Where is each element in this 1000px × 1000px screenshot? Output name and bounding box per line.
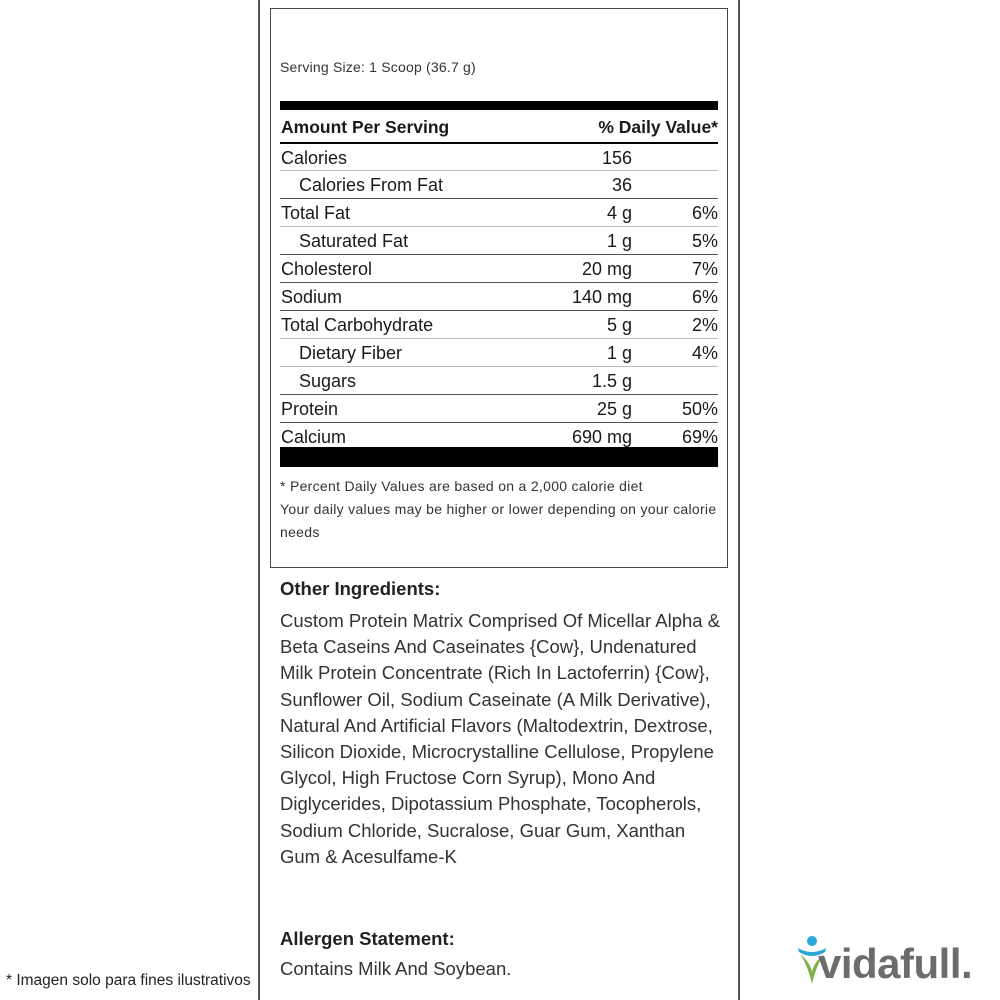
nutrient-daily-value: 6% — [691, 203, 718, 223]
thick-divider-bottom — [280, 447, 718, 467]
other-ingredients-title: Other Ingredients: — [280, 578, 441, 599]
brand-logo — [792, 932, 992, 992]
nutrient-amount: 25 g — [596, 399, 632, 419]
nutrient-amount: 4 g — [606, 203, 632, 223]
nutrient-name: Dietary Fiber — [299, 343, 403, 363]
nutrient-amount: 140 mg — [571, 287, 632, 307]
nutrient-row — [280, 142, 718, 170]
nutrient-name: Saturated Fat — [299, 231, 409, 251]
nutrient-name: Cholesterol — [281, 259, 373, 279]
nutrient-name: Total Fat — [281, 203, 351, 223]
thick-divider-top — [280, 101, 718, 110]
nutrient-row — [280, 310, 718, 338]
nutrient-amount: 690 mg — [571, 427, 632, 447]
nutrient-row — [280, 366, 718, 394]
brand-name: vidafull. — [818, 940, 973, 987]
nutrient-amount: 1.5 g — [591, 371, 632, 391]
amount-per-serving-label: Amount Per Serving — [281, 117, 450, 137]
nutrient-daily-value: 7% — [691, 259, 718, 279]
product-info-panel — [258, 0, 740, 1000]
allergen-text: Contains Milk And Soybean. — [280, 958, 512, 979]
nutrient-amount: 36 — [611, 175, 632, 195]
allergen-section — [280, 928, 730, 950]
nutrient-name: Sodium — [281, 287, 343, 307]
nutrient-row — [280, 226, 718, 254]
nutrient-amount: 1 g — [606, 343, 632, 363]
nutrient-name: Calcium — [281, 427, 347, 447]
allergen-title: Allergen Statement: — [280, 928, 455, 949]
nutrient-row — [280, 394, 718, 422]
nutrient-row — [280, 254, 718, 282]
nutrient-row — [280, 338, 718, 366]
serving-size: Serving Size: 1 Scoop (36.7 g) — [280, 59, 476, 75]
nutrient-daily-value: 69% — [681, 427, 718, 447]
nutrient-name: Calories — [281, 148, 348, 168]
nutrient-rows — [280, 142, 718, 450]
nutrient-daily-value: 4% — [691, 343, 718, 363]
daily-value-label: % Daily Value* — [598, 117, 718, 137]
nutrient-row — [280, 198, 718, 226]
footnote — [280, 475, 720, 544]
footnote-daily-values: * Percent Daily Values are based on a 2,000 calorie diet — [280, 478, 643, 494]
other-ingredients-section — [280, 578, 730, 600]
nutrient-row — [280, 170, 718, 198]
nutrient-name: Sugars — [299, 371, 357, 391]
nutrient-amount: 5 g — [606, 315, 632, 335]
nutrient-row — [280, 282, 718, 310]
nutrient-daily-value: 5% — [691, 231, 718, 251]
nutrition-facts-label — [270, 8, 728, 568]
other-ingredients-text: Custom Protein Matrix Comprised Of Micellar Alpha & Beta Caseins And Caseinates {Cow}, Undenatured Milk Protein Concentrate (Rich In Lactoferrin) {Cow}, Sunflower Oil, Sodium Caseinate (A Milk Derivative), Natural And Artificial Flavors (Maltodextrin, Dextrose, Silicon Dioxide, Microcrystalline Cellulose, Propylene Glycol, High Fructose Corn Syrup), Mono And Diglycerides, Dipotassium Phosphate, Tocopherols, Sodium Chloride, Sucralose, Guar Gum, Xanthan Gum & Acesulfame-K — [280, 610, 721, 867]
nutrient-name: Total Carbohydrate — [281, 315, 434, 335]
nutrient-amount: 156 — [601, 148, 632, 168]
nutrient-daily-value: 50% — [681, 399, 718, 419]
illustrative-disclaimer: * Imagen solo para fines ilustrativos — [6, 972, 251, 989]
nutrient-daily-value: 6% — [691, 287, 718, 307]
nutrient-daily-value: 2% — [691, 315, 718, 335]
nutrient-amount: 20 mg — [581, 259, 632, 279]
nutrition-header — [280, 113, 718, 139]
nutrient-name: Protein — [281, 399, 339, 419]
footnote-calorie-needs: Your daily values may be higher or lower depending on your calorie needs — [280, 501, 717, 540]
nutrient-row — [280, 422, 718, 450]
nutrient-name: Calories From Fat — [299, 175, 444, 195]
nutrient-amount: 1 g — [606, 231, 632, 251]
